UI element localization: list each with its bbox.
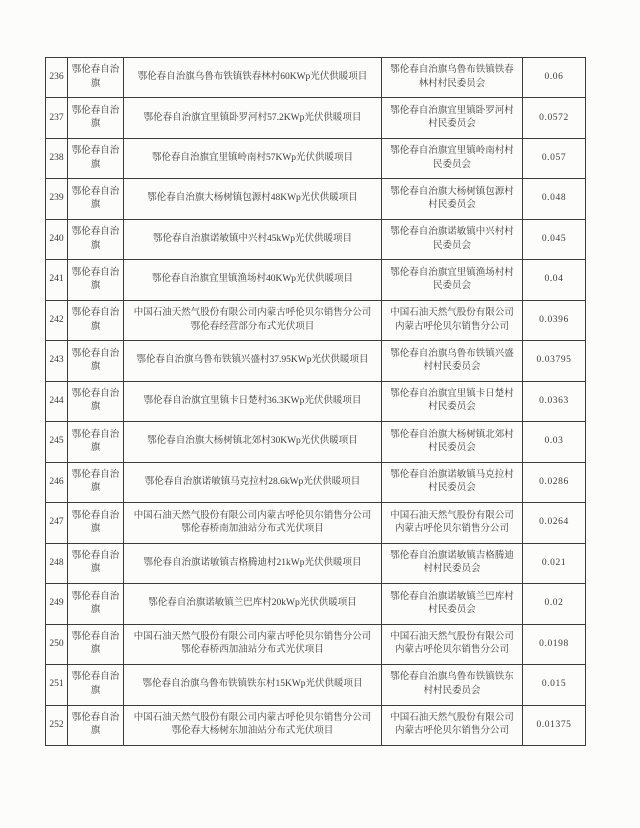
cell-project: 鄂伦春自治旗宜里镇岭南村57KWp光伏供暖项目 xyxy=(124,138,382,178)
table-row xyxy=(46,624,586,664)
cell-org: 中国石油天然气股份有限公司内蒙古呼伦贝尔销售分公司 xyxy=(382,705,523,745)
cell-index: 248 xyxy=(46,543,68,583)
cell-region: 鄂伦春自治旗 xyxy=(68,665,124,705)
cell-value: 0.0198 xyxy=(523,624,586,664)
cell-region: 鄂伦春自治旗 xyxy=(68,300,124,340)
table-row xyxy=(46,219,586,259)
cell-region: 鄂伦春自治旗 xyxy=(68,179,124,219)
cell-project: 鄂伦春自治旗诺敏镇马克拉村28.6kWp光伏供暖项目 xyxy=(124,462,382,502)
cell-project: 鄂伦春自治旗大杨树镇包源村48KWp光伏供暖项目 xyxy=(124,179,382,219)
cell-org: 鄂伦春自治旗宜里镇岭南村村民委员会 xyxy=(382,138,523,178)
cell-value: 0.02 xyxy=(523,584,586,624)
cell-org: 鄂伦春自治旗诺敏镇马克拉村村民委员会 xyxy=(382,462,523,502)
cell-org: 鄂伦春自治旗宜里镇卧罗河村村民委员会 xyxy=(382,98,523,138)
cell-project: 中国石油天然气股份有限公司内蒙古呼伦贝尔销售分公司鄂伦春大杨树东加油站分布式光伏项目 xyxy=(124,705,382,745)
cell-project: 鄂伦春自治旗诺敏镇兰巴库村20kWp光伏供暖项目 xyxy=(124,584,382,624)
cell-region: 鄂伦春自治旗 xyxy=(68,543,124,583)
table-row xyxy=(46,503,586,543)
subsidy-project-table xyxy=(45,57,586,746)
cell-region: 鄂伦春自治旗 xyxy=(68,584,124,624)
cell-index: 246 xyxy=(46,462,68,502)
cell-index: 240 xyxy=(46,219,68,259)
cell-region: 鄂伦春自治旗 xyxy=(68,138,124,178)
cell-project: 鄂伦春自治旗乌鲁布铁镇铁春林村60KWp光伏供暖项目 xyxy=(124,58,382,98)
table-row xyxy=(46,381,586,421)
cell-value: 0.03795 xyxy=(523,341,586,381)
cell-value: 0.06 xyxy=(523,58,586,98)
cell-region: 鄂伦春自治旗 xyxy=(68,624,124,664)
cell-org: 鄂伦春自治旗乌鲁布铁镇铁东村村民委员会 xyxy=(382,665,523,705)
cell-project: 鄂伦春自治旗宜里镇卧罗河村57.2KWp光伏供暖项目 xyxy=(124,98,382,138)
cell-org: 鄂伦春自治旗宜里镇卡日楚村村民委员会 xyxy=(382,381,523,421)
table-row xyxy=(46,422,586,462)
cell-index: 249 xyxy=(46,584,68,624)
cell-org: 中国石油天然气股份有限公司内蒙古呼伦贝尔销售分公司 xyxy=(382,300,523,340)
cell-region: 鄂伦春自治旗 xyxy=(68,705,124,745)
cell-org: 鄂伦春自治旗宜里镇渔场村村民委员会 xyxy=(382,260,523,300)
table-row xyxy=(46,341,586,381)
cell-project: 中国石油天然气股份有限公司内蒙古呼伦贝尔销售分公司鄂伦春桥西加油站分布式光伏项目 xyxy=(124,624,382,664)
cell-org: 中国石油天然气股份有限公司内蒙古呼伦贝尔销售分公司 xyxy=(382,624,523,664)
cell-project: 鄂伦春自治旗诺敏镇吉格腾迪村21kWp光伏供暖项目 xyxy=(124,543,382,583)
cell-region: 鄂伦春自治旗 xyxy=(68,58,124,98)
cell-index: 237 xyxy=(46,98,68,138)
table-row xyxy=(46,705,586,745)
cell-region: 鄂伦春自治旗 xyxy=(68,422,124,462)
cell-value: 0.0363 xyxy=(523,381,586,421)
cell-value: 0.03 xyxy=(523,422,586,462)
cell-index: 243 xyxy=(46,341,68,381)
table-row xyxy=(46,98,586,138)
cell-value: 0.04 xyxy=(523,260,586,300)
cell-index: 252 xyxy=(46,705,68,745)
cell-region: 鄂伦春自治旗 xyxy=(68,260,124,300)
cell-region: 鄂伦春自治旗 xyxy=(68,381,124,421)
cell-org: 鄂伦春自治旗大杨树镇北郊村村民委员会 xyxy=(382,422,523,462)
table-row xyxy=(46,300,586,340)
table-row xyxy=(46,260,586,300)
cell-project: 鄂伦春自治旗诺敏镇中兴村45kWp光伏供暖项目 xyxy=(124,219,382,259)
cell-index: 251 xyxy=(46,665,68,705)
table-row xyxy=(46,179,586,219)
cell-region: 鄂伦春自治旗 xyxy=(68,341,124,381)
cell-value: 0.021 xyxy=(523,543,586,583)
cell-region: 鄂伦春自治旗 xyxy=(68,503,124,543)
table-row xyxy=(46,543,586,583)
cell-index: 236 xyxy=(46,58,68,98)
cell-project: 中国石油天然气股份有限公司内蒙古呼伦贝尔销售分公司鄂伦春经营部分布式光伏项目 xyxy=(124,300,382,340)
cell-project: 鄂伦春自治旗乌鲁布铁镇兴盛村37.95KWp光伏供暖项目 xyxy=(124,341,382,381)
cell-index: 239 xyxy=(46,179,68,219)
cell-index: 245 xyxy=(46,422,68,462)
cell-index: 238 xyxy=(46,138,68,178)
cell-org: 鄂伦春自治旗诺敏镇中兴村村民委员会 xyxy=(382,219,523,259)
cell-org: 鄂伦春自治旗诺敏镇兰巴库村村民委员会 xyxy=(382,584,523,624)
cell-region: 鄂伦春自治旗 xyxy=(68,98,124,138)
cell-region: 鄂伦春自治旗 xyxy=(68,462,124,502)
cell-region: 鄂伦春自治旗 xyxy=(68,219,124,259)
cell-org: 鄂伦春自治旗大杨树镇包源村村民委员会 xyxy=(382,179,523,219)
cell-value: 0.0286 xyxy=(523,462,586,502)
cell-value: 0.0396 xyxy=(523,300,586,340)
table-row xyxy=(46,665,586,705)
table-row xyxy=(46,58,586,98)
cell-project: 鄂伦春自治旗大杨树镇北郊村30KWp光伏供暖项目 xyxy=(124,422,382,462)
cell-value: 0.0572 xyxy=(523,98,586,138)
cell-index: 241 xyxy=(46,260,68,300)
cell-index: 244 xyxy=(46,381,68,421)
cell-project: 鄂伦春自治旗乌鲁布铁镇铁东村15KWp光伏供暖项目 xyxy=(124,665,382,705)
cell-value: 0.0264 xyxy=(523,503,586,543)
cell-org: 鄂伦春自治旗乌鲁布铁镇兴盛村村民委员会 xyxy=(382,341,523,381)
cell-org: 鄂伦春自治旗乌鲁布铁镇铁春林村村民委员会 xyxy=(382,58,523,98)
cell-value: 0.048 xyxy=(523,179,586,219)
cell-value: 0.057 xyxy=(523,138,586,178)
cell-index: 242 xyxy=(46,300,68,340)
cell-value: 0.015 xyxy=(523,665,586,705)
cell-index: 247 xyxy=(46,503,68,543)
cell-value: 0.01375 xyxy=(523,705,586,745)
cell-value: 0.045 xyxy=(523,219,586,259)
cell-project: 鄂伦春自治旗宜里镇渔场村40KWp光伏供暖项目 xyxy=(124,260,382,300)
cell-index: 250 xyxy=(46,624,68,664)
cell-project: 鄂伦春自治旗宜里镇卡日楚村36.3KWp光伏供暖项目 xyxy=(124,381,382,421)
table-row xyxy=(46,584,586,624)
cell-org: 鄂伦春自治旗诺敏镇吉格腾迪村村民委员会 xyxy=(382,543,523,583)
table-row xyxy=(46,462,586,502)
cell-project: 中国石油天然气股份有限公司内蒙古呼伦贝尔销售分公司鄂伦春桥南加油站分布式光伏项目 xyxy=(124,503,382,543)
table-body xyxy=(46,58,586,746)
table-row xyxy=(46,138,586,178)
cell-org: 中国石油天然气股份有限公司内蒙古呼伦贝尔销售分公司 xyxy=(382,503,523,543)
